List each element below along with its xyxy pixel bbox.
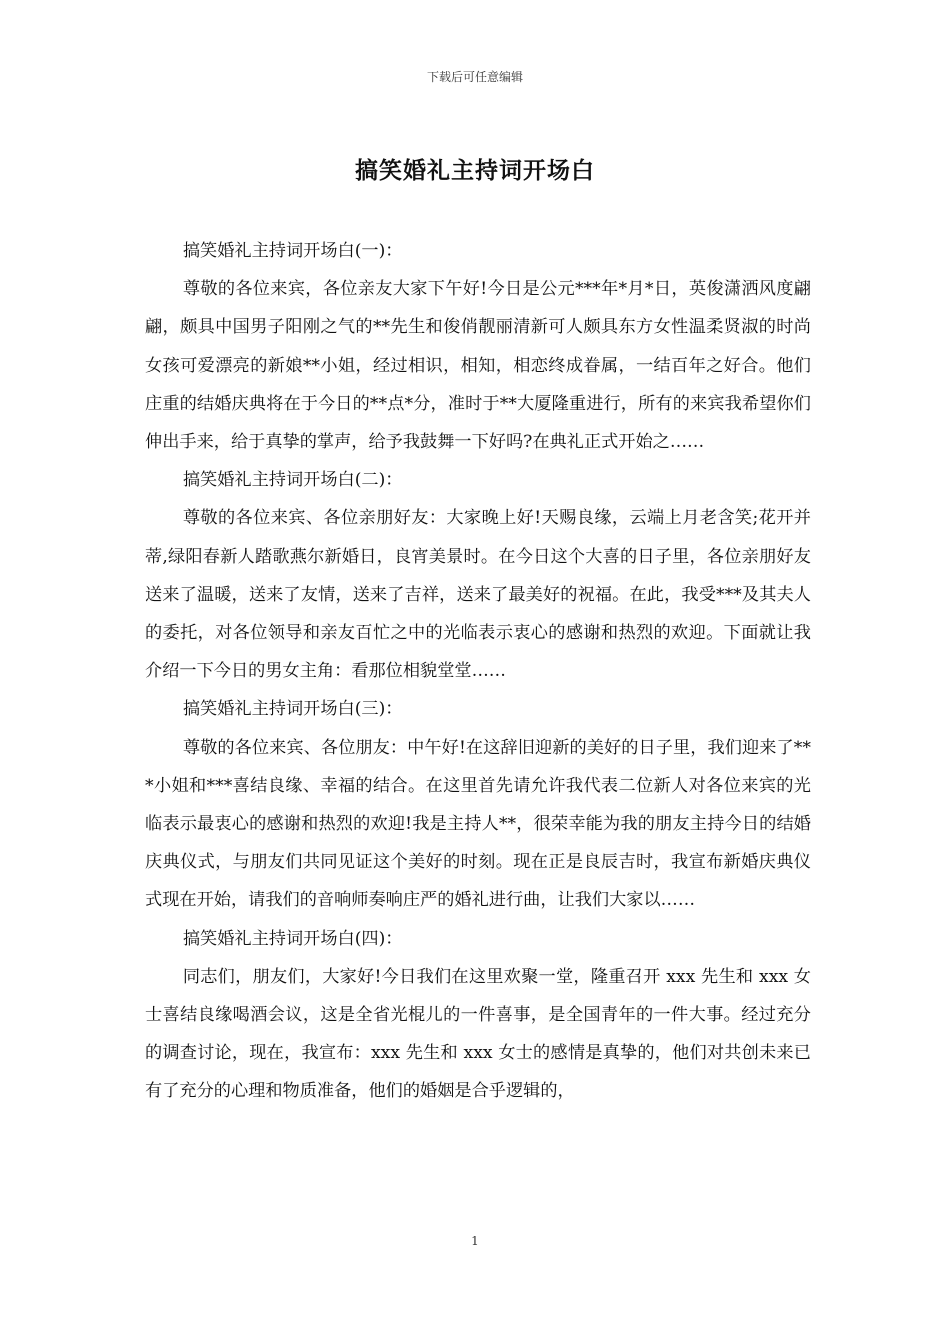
section-paragraph-4: 同志们，朋友们，大家好!今日我们在这里欢聚一堂，隆重召开 xxx 先生和 xxx 女士喜结良缘喝酒会议，这是全省光棍儿的一件喜事，是全国青年的一件大事。经过充分的调查讨论，现在，我宣布：xxx 先生和 xxx 女士的感情是真挚的，他们对共创未来已有了充分的心理和物质准备，他们的婚姻是合乎逻辑的， [145, 966, 811, 1102]
document-body [145, 232, 811, 1111]
section-paragraph-2: 尊敬的各位来宾、各位亲朋好友：大家晚上好!天赐良缘，云端上月老含笑;花开并蒂,绿阳春新人踏歌燕尔新婚日，良宵美景时。在今日这个大喜的日子里，各位亲朋好友送来了温暖，送来了友情，送来了吉祥，送来了最美好的祝福。在此，我受***及其夫人的委托，对各位领导和亲友百忙之中的光临表示衷心的感谢和热烈的欢迎。下面就让我介绍一下今日的男女主角：看那位相貌堂堂…… [145, 508, 811, 682]
section-heading-1: 搞笑婚礼主持词开场白(一)： [182, 241, 403, 261]
section-heading-4: 搞笑婚礼主持词开场白(四)： [182, 928, 403, 949]
section-heading-2: 搞笑婚礼主持词开场白(二)： [182, 470, 403, 491]
section-paragraph-1: 尊敬的各位来宾，各位亲友大家下午好!今日是公元***年*月*日，英俊潇洒风度翩翩，颇具中国男子阳刚之气的**先生和俊俏靓丽清新可人颇具东方女性温柔贤淑的时尚女孩可爱漂亮的新娘**小姐，经过相识，相知，相恋终成眷属，一结百年之好合。他们庄重的结婚庆典将在于今日的**点*分，准时于**大厦隆重进行，所有的来宾我希望你们伸出手来，给于真挚的掌声，给予我鼓舞一下好吗?在典礼正式开始之…… [145, 279, 811, 453]
section-heading-3: 搞笑婚礼主持词开场白(三)： [182, 699, 403, 720]
section-paragraph-3: 尊敬的各位来宾、各位朋友：中午好!在这辞旧迎新的美好的日子里，我们迎来了***小姐和***喜结良缘、幸福的结合。在这里首先请允许我代表二位新人对各位来宾的光临表示最衷心的感谢和热烈的欢迎!我是主持人**，很荣幸能为我的朋友主持今日的结婚庆典仪式，与朋友们共同见证这个美好的时刻。现在正是良辰吉时，我宣布新婚庆典仪式现在开始，请我们的音响师奏响庄严的婚礼进行曲，让我们大家以…… [145, 737, 811, 911]
page-number: 1 [471, 1234, 479, 1248]
page-title: 搞笑婚礼主持词开场白 [355, 157, 595, 184]
header-note: 下载后可任意编辑 [426, 70, 523, 84]
